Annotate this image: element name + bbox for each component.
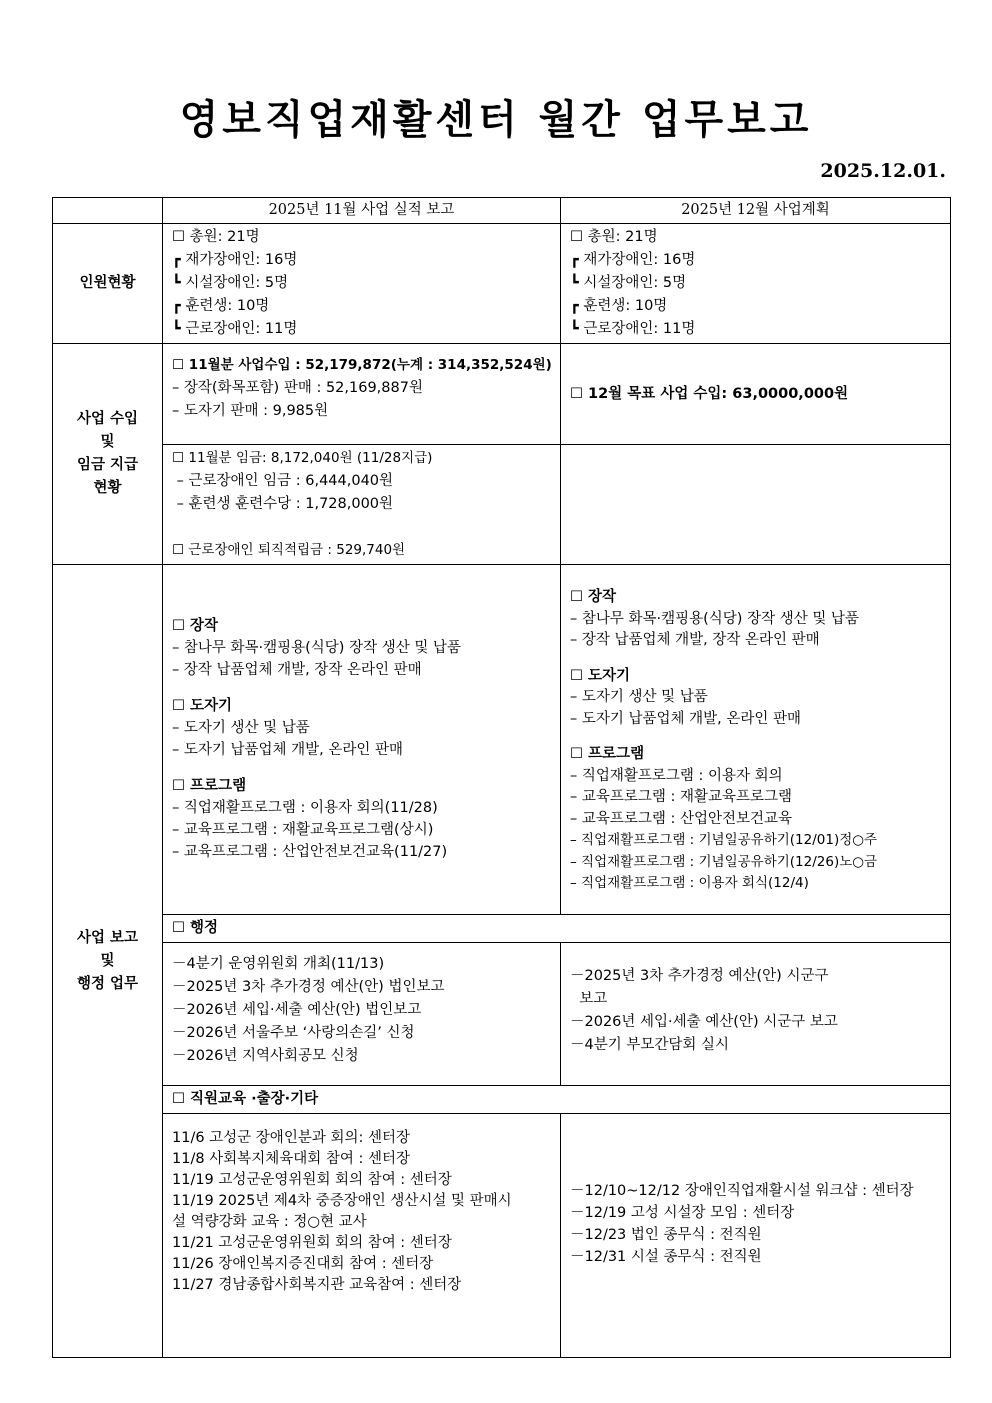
revenue-income	[163, 344, 561, 445]
wage-left	[163, 445, 561, 565]
list-item: – 장작 납품업체 개발, 장작 온라인 판매	[570, 632, 820, 648]
wage-row	[53, 445, 951, 565]
admin-right	[561, 943, 951, 1086]
list-item: ☐ 총원: 21명	[570, 229, 658, 245]
list-item: – 직업재활프로그램 : 이용자 회식(12/4)	[570, 875, 809, 891]
list-item: ┏ 훈련생: 10명	[172, 298, 270, 314]
staff-left	[163, 1114, 561, 1358]
section-title: ☐ 장작	[570, 589, 617, 605]
section-title: ☐ 도자기	[570, 667, 631, 684]
personnel-label: 인원현황	[53, 224, 163, 344]
list-item: ┗ 시설장애인: 5명	[172, 275, 289, 291]
list-item: －12/23 법인 종무식 : 전직원	[570, 1227, 762, 1243]
section-title: ☐ 프로그램	[172, 778, 247, 794]
staff-header: ☐ 직원교육 ·출장·기타	[163, 1086, 951, 1114]
list-item: －12/10~12/12 장애인직업재활시설 워크샵 : 센터장	[570, 1183, 914, 1199]
personnel-left	[163, 224, 561, 344]
personnel-right	[561, 224, 951, 344]
business-row	[53, 565, 951, 915]
list-item: －2026년 서울주보 ‘사랑의손길’ 신청	[172, 1025, 415, 1041]
list-item: – 직업재활프로그램 : 기념일공유하기(12/01)정○주	[570, 832, 878, 848]
staff-row	[53, 1114, 951, 1358]
revenue-label: 사업 수입 및 임금 지급 현황	[53, 344, 163, 565]
section-title: ☐ 도자기	[172, 698, 233, 714]
list-item: 11/19 고성군운영위원회 회의 참여 : 센터장	[172, 1172, 452, 1188]
list-item: 보고	[570, 991, 608, 1007]
list-item: – 도자기 생산 및 납품	[172, 720, 310, 736]
list-item: 11/6 고성군 장애인분과 회의: 센터장	[172, 1130, 410, 1146]
admin-header-row	[53, 915, 951, 943]
list-item: – 참나무 화목·캠핑용(식당) 장작 생산 및 납품	[172, 640, 461, 656]
list-item: – 도자기 판매 : 9,985원	[172, 403, 329, 419]
list-item: – 훈련생 훈련수당 : 1,728,000원	[172, 496, 394, 512]
list-item: ☐ 11월분 사업수입 : 52,179,872(누계 : 314,352,524원)	[172, 357, 552, 373]
staff-right	[561, 1114, 951, 1358]
list-item: －12/19 고성 시설장 모임 : 센터장	[570, 1205, 795, 1221]
business-left	[163, 565, 561, 915]
admin-left	[163, 943, 561, 1086]
header-right: 2025년 12월 사업계획	[561, 198, 951, 224]
list-item: －2025년 3차 추가경정 예산(안) 시군구	[570, 968, 829, 984]
list-item: ☐ 11월분 임금: 8,172,040원 (11/28지급)	[172, 450, 433, 466]
list-item: ☐ 총원: 21명	[172, 229, 260, 245]
business-label: 사업 보고 및 행정 업무	[53, 565, 163, 1358]
list-item: ┗ 근로장애인: 11명	[172, 321, 298, 337]
list-item: ┏ 재가장애인: 16명	[172, 252, 298, 268]
list-item: – 교육프로그램 : 재활교육프로그램(상시)	[172, 822, 434, 838]
report-table	[52, 197, 951, 1358]
list-item: 11/27 경남종합사회복지관 교육참여 : 센터장	[172, 1277, 462, 1293]
list-item: 11/8 사회복지체육대회 참여 : 센터장	[172, 1151, 410, 1167]
list-item: – 직업재활프로그램 : 이용자 회의(11/28)	[172, 800, 438, 816]
list-item: – 장작(화목포함) 판매 : 52,169,887원	[172, 380, 423, 396]
list-item: 설 역량강화 교육 : 정○현 교사	[172, 1214, 367, 1230]
personnel-row	[53, 224, 951, 344]
list-item: ┗ 근로장애인: 11명	[570, 321, 696, 337]
header-left: 2025년 11월 사업 실적 보고	[163, 198, 561, 224]
section-title: ☐ 장작	[172, 618, 219, 634]
staff-header-row	[53, 1086, 951, 1114]
document-title: 영보직업재활센터 월간 업무보고	[179, 96, 813, 143]
list-item: 11/19 2025년 제4차 중증장애인 생산시설 및 판매시	[172, 1193, 512, 1209]
revenue-row	[53, 344, 951, 445]
list-item: －2025년 3차 추가경정 예산(안) 법인보고	[172, 979, 445, 995]
list-item: －2026년 지역사회공모 신청	[172, 1048, 359, 1064]
list-item: – 교육프로그램 : 재활교육프로그램	[570, 789, 793, 805]
list-item: ☐ 근로장애인 퇴직적립금 : 529,740원	[172, 542, 406, 558]
list-item: 11/26 장애인복지증진대회 참여 : 센터장	[172, 1256, 434, 1272]
business-right	[561, 565, 951, 915]
admin-header: ☐ 행정	[163, 915, 951, 943]
admin-row	[53, 943, 951, 1086]
list-item: – 교육프로그램 : 산업안전보건교육(11/27)	[172, 844, 448, 860]
report-date: 2025.12.01.	[820, 160, 946, 182]
list-item: – 도자기 납품업체 개발, 온라인 판매	[172, 742, 404, 758]
wage-right	[561, 445, 951, 565]
list-item: ┏ 훈련생: 10명	[570, 298, 668, 314]
header-row	[53, 198, 951, 224]
list-item: －2026년 세입·세출 예산(안) 시군구 보고	[570, 1014, 838, 1030]
list-item: ┗ 시설장애인: 5명	[570, 275, 687, 291]
list-item: －2026년 세입·세출 예산(안) 법인보고	[172, 1002, 422, 1018]
list-item: – 장작 납품업체 개발, 장작 온라인 판매	[172, 662, 422, 678]
revenue-goal: ☐ 12월 목표 사업 수입: 63,0000,000원	[561, 344, 951, 445]
list-item: – 도자기 납품업체 개발, 온라인 판매	[570, 710, 802, 727]
list-item: – 직업재활프로그램 : 기념일공유하기(12/26)노○금	[570, 853, 878, 870]
section-title: ☐ 프로그램	[570, 746, 645, 762]
list-item: – 교육프로그램 : 산업안전보건교육	[570, 810, 793, 827]
list-item: – 도자기 생산 및 납품	[570, 689, 708, 705]
list-item: ┏ 재가장애인: 16명	[570, 252, 696, 268]
list-item: 11/21 고성군운영위원회 회의 참여 : 센터장	[172, 1235, 452, 1251]
list-item: – 직업재활프로그램 : 이용자 회의	[570, 767, 783, 784]
list-item: －4분기 운영위원회 개최(11/13)	[172, 956, 385, 972]
list-item: －4분기 부모간담회 실시	[570, 1037, 730, 1053]
list-item: －12/31 시설 종무식 : 전직원	[570, 1249, 762, 1265]
list-item: – 근로장애인 임금 : 6,444,040원	[172, 473, 394, 489]
list-item: – 참나무 화목·캠핑용(식당) 장작 생산 및 납품	[570, 610, 859, 627]
